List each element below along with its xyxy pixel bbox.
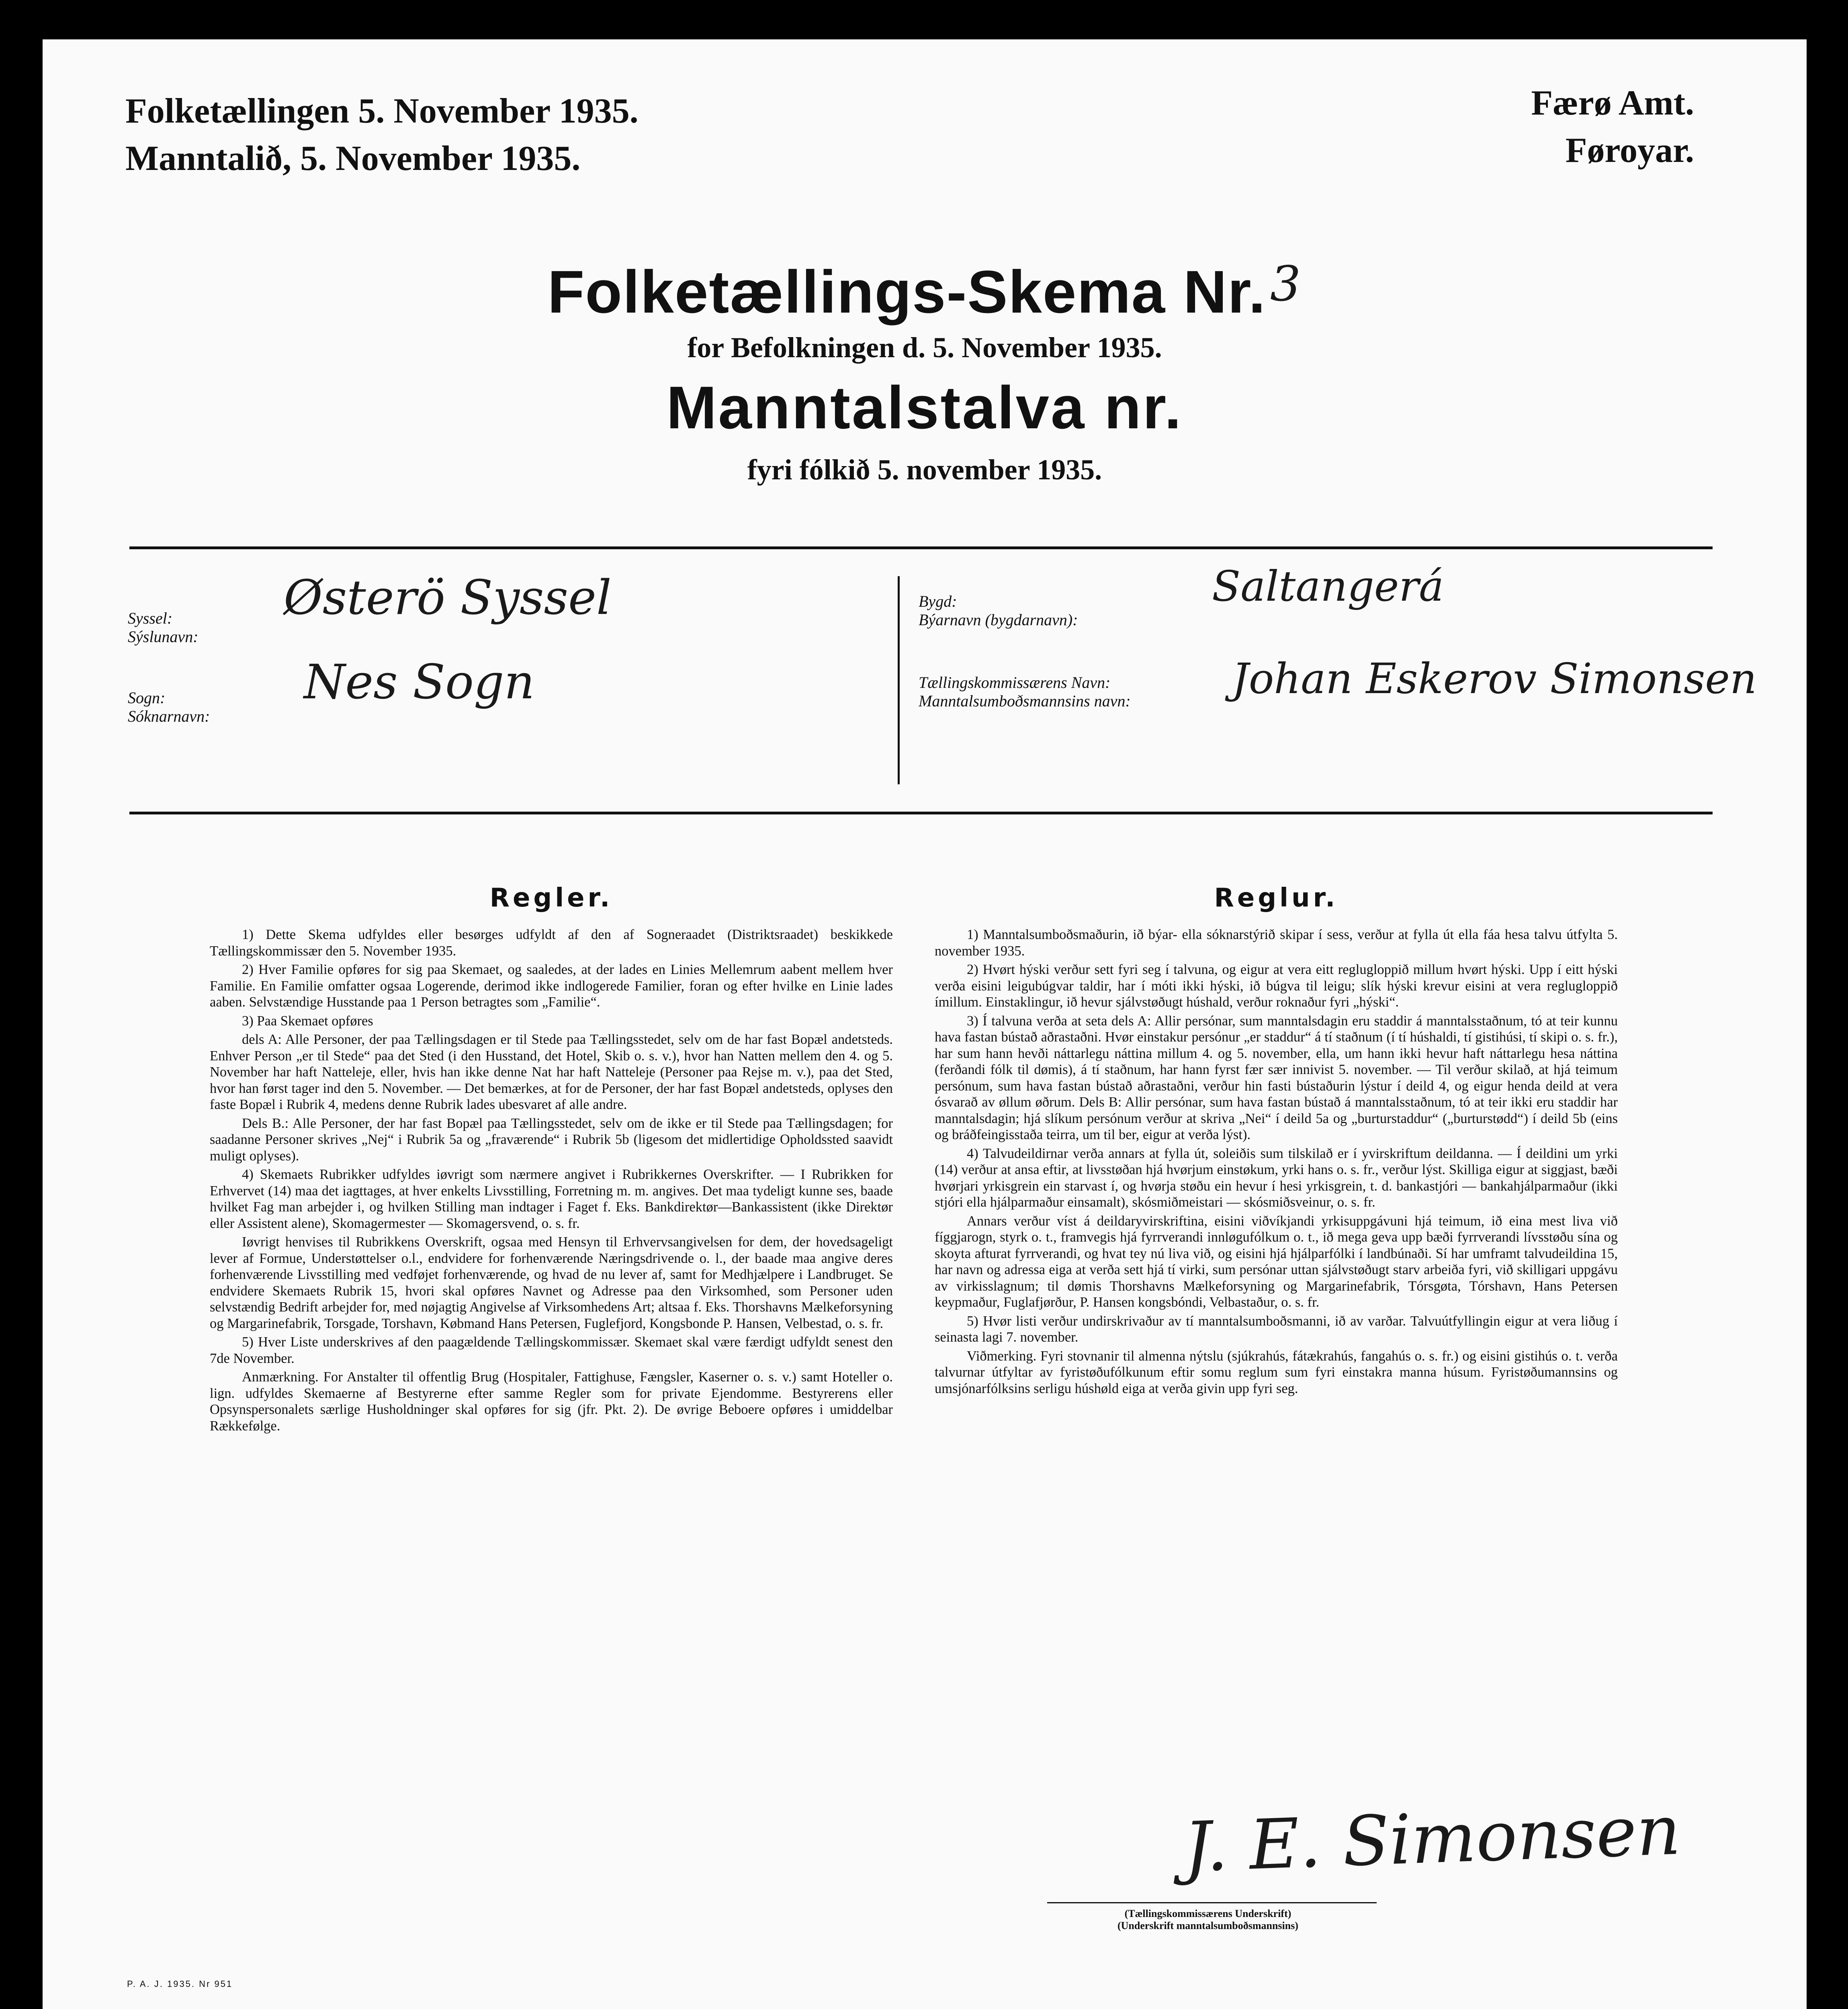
header-right: [1531, 80, 1694, 174]
reglur-heading: Reglur.: [1214, 883, 1338, 913]
regler-heading: Regler.: [489, 883, 613, 913]
kommissaer-value: Johan Eskerov Simonsen: [1232, 654, 1757, 703]
form-number: 3: [1270, 256, 1302, 312]
regler-paragraph: Dels B.: Alle Personer, der har fast Bopæl paa Tællingsstedet, selv om de ikke er til Stede paa Tællingsdagen; for saadanne Personer skrives „Nej“ i Rubrik 5a og „fraværende“ i Rubrik 5b (ligesom det midlertidige Opholdssted saavidt muligt oplyses).: [210, 1115, 893, 1164]
regler-paragraph: 5) Hver Liste underskrives af den paagældende Tællingskommissær. Skemaet skal være færdigt udfyldt senest den 7de November.: [210, 1334, 893, 1366]
form-title: [43, 256, 1807, 327]
header-census-danish: Folketællingen 5. November 1935.: [125, 92, 639, 131]
form-subtitle: for Befolkningen d. 5. November 1935.: [687, 331, 1162, 364]
signature-line: [1047, 1902, 1377, 1903]
bygd-label-faroese: Býarnavn (bygdarnavn):: [919, 611, 1078, 629]
sogn-value: Nes Sogn: [304, 654, 535, 710]
sogn-label-danish: Sogn:: [128, 689, 166, 707]
kommissaer-label-danish: Tællingskommissærens Navn:: [919, 673, 1111, 691]
regler-paragraph: 1) Dette Skema udfyldes eller besørges udfyldt af den af Sogneraadet (Distriktsraadet) beskikkede Tællingskommissær den 5. November 1935.: [210, 927, 893, 959]
reglur-paragraph: 5) Hvør listi verður undirskrivaður av tí manntalsumboðsmanni, ið av varðar. Talvuútfyllingin eigur at vera liðug í seinasta lagi 7. november.: [935, 1313, 1618, 1345]
reglur-paragraph: Annars verður víst á deildaryvirskriftina, eisini viðvíkjandi yrkisuppgávuni hjá teimum, ið eina mest liva við fíggjarogn, styrk o. t., framvegis hjá fyrrverandi innløgufólkum o. t., ið mega geva upp bæði fyrrverandi lívsstøðu sína og skoyta afturat fyrrverandi, og hvat tey nú liva við, og eisini hjá hjálparfólki í landbúnaði. Sí har umframt talvudeildina 15, har navn og adressa eiga at verða sett hjá tí virki, sum persónar uttan sjálvstøðugt starv arbeiða fyri, við skilligari uppgávu av virkisslagnum; til dømis Thorshavns Mælkeforsyning og Margarinefabrik, Tórsgøta, Tórshavn, Hans Petersen keypmaður, Fuglafjørður, P. Hansen kongsbóndi, Velbastaður, o. s. fr.: [935, 1213, 1618, 1310]
regler-paragraph: 3) Paa Skemaet opføres: [242, 1013, 373, 1029]
divider-bottom: [129, 812, 1713, 814]
reglur-paragraph: 1) Manntalsumboðsmaðurin, ið býar- ella sóknarstýrið skipar í sess, verður at fylla út ella fáa hesa talvu útfylta 5. november 1935.: [935, 927, 1618, 959]
commissioner-signature: J. E. Simonsen: [1182, 1790, 1682, 1888]
regler-column: [210, 883, 893, 1436]
reglur-column: [935, 883, 1618, 1399]
reglur-paragraph: 3) Í talvuna verða at seta dels A: Allir persónar, sum manntalsdagin eru staddir á manntalsstaðnum, tó at teir kunnu hava fastan bústað aðrastaðni. Hvør einstakur persónur „er staddur“ á tí staðnum (í tí húshaldi, tí gistihúsi, tí skipi o. s. fr.), har sum hann hevði náttarlegu náttina millum 4. og 5. november, ella, um hann ikki hevur haft náttarlegu hesa náttina (ferðandi fólk til dømis), á tí staðnum, har hann fyrst fær sær innivist 5. november. — Til verður skilað, at hjá teimum persónum, sum hava fastan bústað aðrastaðni, verður hin fasti bústaðurin lýstur í deild 4, og eigur henda deild at vera ósvarað av øllum øðrum. Dels B: Allir persónar, sum hava fastan bústað á manntalsstaðnum, tó at teir ikki eru staddir har manntalsdagin; hjá slíkum persónum verður at skriva „Nei“ í deild 5a og „burturstaddur“ („burturstødd“) í deild 5b (eins og bráðfeingisstaða teirra, um til ber, eigur at verða lýst).: [935, 1013, 1618, 1142]
bygd-value: Saltangerá: [1212, 562, 1444, 611]
regler-paragraph: 2) Hver Familie opføres for sig paa Skemaet, og saaledes, at der lades en Linies Mellemrum aabent mellem hver Familie. En Familie omfatter ogsaa Logerende, derimod ikke indlogerede Familier, foran og efter hvilke en Linie lades aaben. Selvstændige Husstande paa 1 Person betragtes som „Familie“.: [210, 962, 893, 1010]
signature-caption-faroese: (Underskrift manntalsumboðsmannsins): [1117, 1920, 1299, 1931]
regler-paragraph: 4) Skemaets Rubrikker udfyldes iøvrigt som nærmere angivet i Rubrikkernes Overskrifter. — I Rubrikken for Erhvervet (14) maa det iagttages, at hver enkelts Livsstilling, Forretning m. m. angives. Det maa tydeligt kunne ses, baade hvilket Fag man arbejder i, og hvilken Stilling man indtager i Faget f. Eks. Bankdirektør—Bankassistent (ikke Direktør eller Assistent alene), Skomagermester — Skomagersvend, o. s. fr.: [210, 1167, 893, 1231]
sogn-label-faroese: Sóknarnavn:: [128, 707, 210, 725]
regler-paragraph: Iøvrigt henvises til Rubrikkens Overskrift, ogsaa med Hensyn til Erhvervsangivelsen for dem, der hovedsageligt lever af Formue, Understøttelser o.l., endvidere for forhenværende Næringsdrivende o. l., der baade maa angive deres forhenværende Livsstilling med vedføjet forhenværende, og hvad de nu lever af, samt for Medhjælpere i Landbruget. Se endvidere Skemaets Rubrik 15, hvori skal opføres Navnet og Adresse paa den Virksomhed, som Personer uden selvstændig Bedrift arbejder for, med nøjagtig Angivelse af Virksomhedens Art; altsaa f. Eks. Thorshavns Mælkeforsyning og Margarinefabrik, Torsgade, Torshavn, Købmand Hans Petersen, Fuglefjord, Kongsbonde P. Hansen, Velbestad, o. s. fr.: [210, 1234, 893, 1331]
header-left: [125, 88, 639, 182]
printer-mark: P. A. J. 1935. Nr 951: [127, 1979, 233, 1989]
regler-paragraph: dels A: Alle Personer, der paa Tællingsdagen er til Stede paa Tællingsstedet, selv om de har fast Bopæl andetsteds. Enhver Person „er til Stede“ paa det Sted (i den Husstand, det Hotel, Skib o. s. v.), hvor han Natten mellem den 4. og 5. November har haft Natteleje, eller, hvis han ikke denne Nat har haft Natteleje (Personer paa Rejse m. v.), paa det Sted, hvor han først tager ind den 5. November. — Det bemærkes, at for de Personer, der har fast Bopæl andetsteds, oplyses den faste Bopæl i Rubrik 4, medens denne Rubrik lades ubesvaret af alle andre.: [210, 1032, 893, 1112]
bygd-label: [919, 592, 1078, 629]
bygd-label-danish: Bygd:: [919, 592, 957, 610]
reglur-paragraph: Viðmerking. Fyri stovnanir til almenna nýtslu (sjúkrahús, fátækrahús, fangahús o. s. fr.) og eisini gistihús o. t. verða talvurnar útfyltar av fyristøðufólkunum eftir somu reglum sum fyri einstakra manna húsum. Fyristøðumannsins og umsjónarfólksins serligu húshøld eiga at verða givin upp fyri seg.: [935, 1348, 1618, 1396]
syssel-label: [128, 609, 199, 646]
header-census-faroese: Manntalið, 5. November 1935.: [125, 139, 581, 178]
kommissaer-label: [919, 673, 1131, 710]
syssel-label-faroese: Sýslunavn:: [128, 628, 199, 646]
form-title-text: Folketællings-Skema Nr.: [547, 258, 1266, 325]
regler-paragraph: Anmærkning. For Anstalter til offentlig Brug (Hospitaler, Fattighuse, Fængsler, Kaserner o. s. v.) samt Hoteller o. lign. udfyldes Skemaerne af Bestyrerne efter samme Regler som for private Ejendomme. Bestyrerens eller Opsynspersonalets særlige Husholdninger skal opføres for sig (jfr. Pkt. 2). De øvrige Beboere opføres i umiddelbar Rækkefølge.: [210, 1369, 893, 1434]
form-title-faroese: Manntalstalva nr.: [666, 374, 1183, 441]
syssel-value: Østerö Syssel: [284, 570, 612, 625]
kommissaer-label-faroese: Manntalsumboðsmannsins navn:: [919, 692, 1131, 710]
header-county-danish: Færø Amt.: [1531, 84, 1694, 123]
divider-vertical: [898, 576, 900, 784]
census-form-page: [43, 39, 1807, 2009]
syssel-label-danish: Syssel:: [128, 609, 173, 627]
signature-caption: [1087, 1908, 1328, 1932]
divider-top: [129, 546, 1713, 549]
signature-caption-danish: (Tællingskommissærens Underskrift): [1124, 1908, 1291, 1919]
reglur-paragraph: 4) Talvudeildirnar verða annars at fylla út, soleiðis sum tilskilað er í yvirskriftum deildanna. — Í deildini um yrki (14) verður at ansa eftir, at livsstøðan hjá hvørjum einstøkum, yrki hans o. s. fr., verður lýst. Skilliga eigur at siggjast, bæði hvørjari yrkisgrein ein starvast í, og hvørja støðu ein hevur í hesi yrkisgrein, t. d. bankastjóri — bankahjálparmaður (ikki stjóri ella hjálparmaður einsamalt), skósmiðmeistari — skósmiðsveinur, o. s. fr.: [935, 1146, 1618, 1210]
reglur-paragraph: 2) Hvørt hýski verður sett fyri seg í talvuna, og eigur at vera eitt reglugloppið millum hvørt hýski. Upp í eitt hýski verða eisini leigubúgvar taldir, har í móti ikki hýski, ið búgva til leigu; slík hýski krevur eisini at vera reglugloppið ímillum. Einstaklingur, ið hevur sjálvstøðugt húshald, verður roknaður fyri „hýski“.: [935, 962, 1618, 1010]
header-county-faroese: Føroyar.: [1565, 131, 1694, 170]
form-subtitle-faroese: fyri fólkið 5. november 1935.: [747, 454, 1102, 486]
sogn-label: [128, 689, 210, 726]
